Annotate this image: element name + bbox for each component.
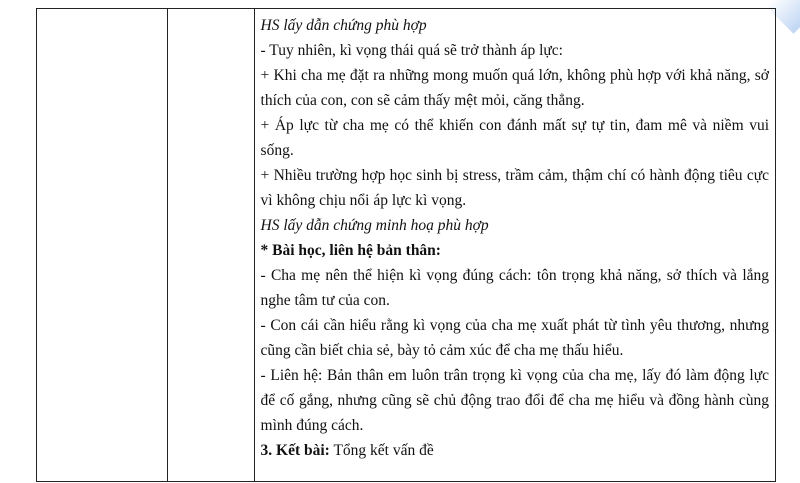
pressure-point-1: + Khi cha mẹ đặt ra những mong muốn quá lớn, không phù hợp với khả năng, sở thích của con, con sẽ cảm thấy mệt mỏi, căng thẳng.	[260, 67, 769, 109]
lesson-heading: * Bài học, liên hệ bản thân:	[260, 242, 441, 259]
answer-table	[36, 8, 776, 482]
lesson-item-2: - Con cái cần hiểu rằng kì vọng của cha mẹ xuất phát từ tình yêu thương, nhưng cũng cần biết chia sẻ, bày tỏ cảm xúc để cha mẹ thấu hiểu.	[260, 317, 769, 359]
content-cell	[254, 9, 775, 482]
pressure-point-2: + Áp lực từ cha mẹ có thể khiến con đánh mất sự tự tin, đam mê và niềm vui sống.	[260, 117, 769, 159]
however-line: - Tuy nhiên, kì vọng thái quá sẽ trở thành áp lực:	[260, 42, 563, 59]
evidence-note: HS lấy dẫn chứng phù hợp	[260, 17, 427, 34]
pressure-point-3: + Nhiều trường hợp học sinh bị stress, trầm cảm, thậm chí có hành động tiêu cực vì không chịu nổi áp lực kì vọng.	[260, 167, 769, 209]
evidence-note-2: HS lấy dẫn chứng minh hoạ phù hợp	[260, 217, 489, 234]
empty-cell-2	[168, 9, 254, 482]
conclusion-line	[261, 438, 769, 463]
conclusion-label: 3. Kết bài:	[260, 442, 330, 459]
lesson-item-1: - Cha mẹ nên thể hiện kì vọng đúng cách: tôn trọng khả năng, sở thích và lắng nghe tâm tư của con.	[260, 267, 769, 309]
lesson-item-3: - Liên hệ: Bản thân em luôn trân trọng kì vọng của cha mẹ, lấy đó làm động lực để cố gắng, nhưng cũng sẽ chủ động trao đổi để cha mẹ hiểu và đồng hành cùng mình đúng cách.	[260, 367, 769, 434]
conclusion-text: Tổng kết vấn đề	[329, 442, 434, 459]
empty-cell-1	[37, 9, 168, 482]
table-row	[37, 9, 776, 482]
